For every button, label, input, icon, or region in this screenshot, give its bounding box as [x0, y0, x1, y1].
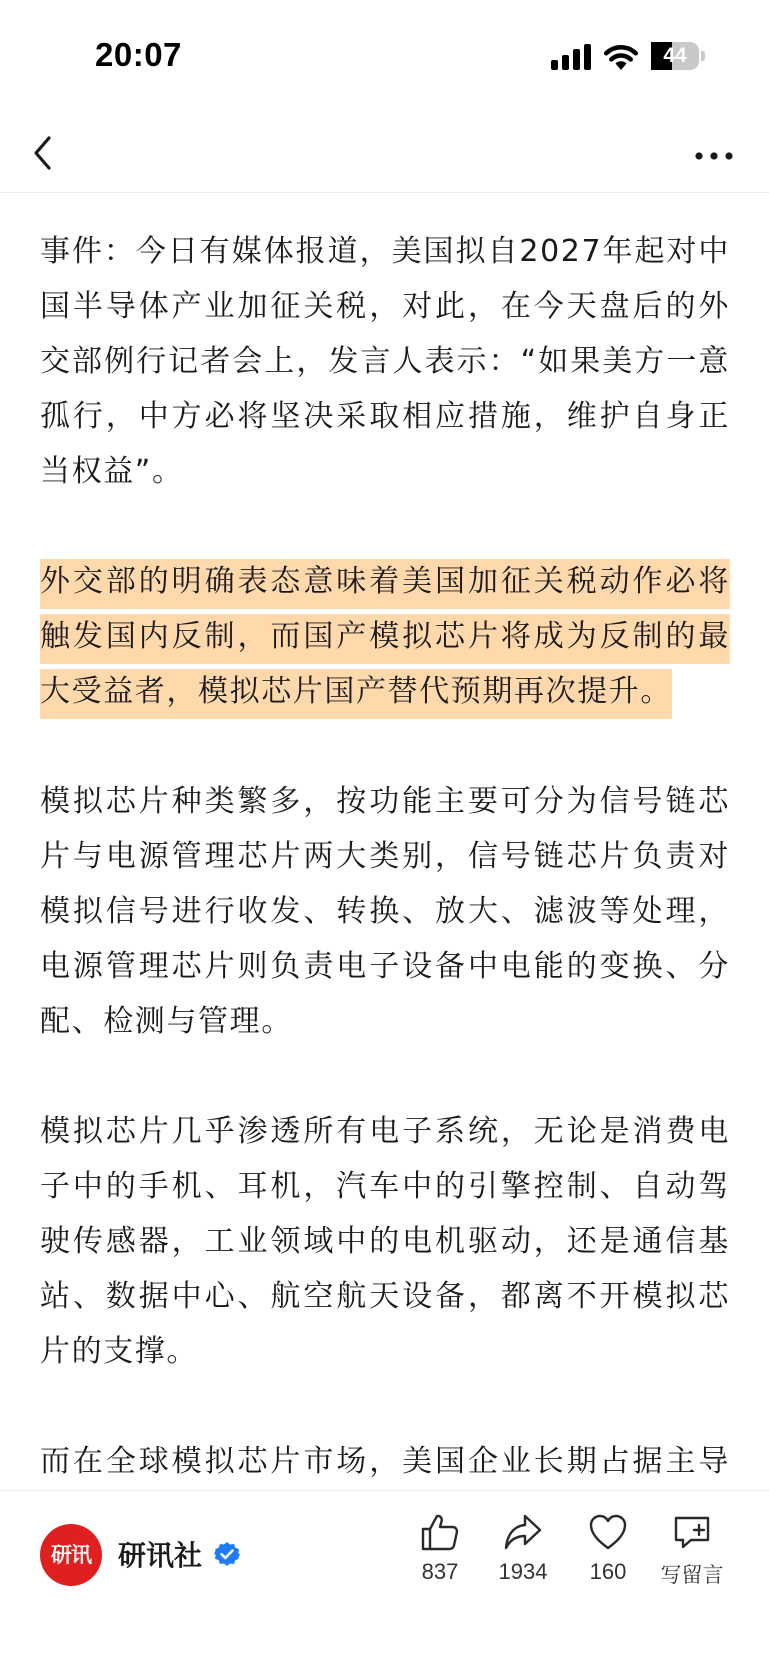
favorite-count: 160: [589, 1559, 627, 1584]
nav-bar: [0, 110, 769, 193]
underlined-quote-text: 事件：今日有媒体报道，美国拟自2027年起对中国半导体产业加征关税，对此，在今天盘后的外交部例行记者会上，发言人表示：“如果美方一意孤行，中方必将坚决采取相应措施，维护自身正当权益”。: [40, 234, 730, 489]
share-button[interactable]: [478, 1513, 568, 1585]
ellipsis-icon: [690, 128, 740, 174]
share-count: 1934: [498, 1559, 548, 1584]
wifi-icon: [603, 43, 639, 70]
back-button[interactable]: [24, 126, 74, 176]
avatar-logo-text: 研讯: [51, 1542, 91, 1567]
like-button[interactable]: [395, 1513, 485, 1585]
bottom-action-bar: [0, 1490, 769, 1666]
thumbs-up-icon: [420, 1513, 460, 1551]
favorite-button[interactable]: [563, 1513, 653, 1585]
status-time: 20:07: [95, 36, 182, 73]
highlighted-text: 外交部的明确表态意味着美国加征关税动作必将触发国内反制，而国产模拟芯片将成为反制的最大受益者，模拟芯片国产替代预期再次提升。: [40, 559, 730, 719]
more-button[interactable]: [690, 128, 740, 174]
battery-level: 44: [663, 44, 687, 67]
article-paragraph-event[interactable]: [40, 224, 730, 499]
article-paragraph: 模拟芯片几乎渗透所有电子系统，无论是消费电子中的手机、耳机，汽车中的引擎控制、自动驾驶传感器，工业领域中的电机驱动，还是通信基站、数据中心、航空航天设备，都离不开模拟芯片的支撑。: [40, 1114, 730, 1369]
write-comment-label: 写留言: [660, 1563, 724, 1587]
article-body: [40, 224, 730, 1490]
battery-body: [651, 42, 699, 70]
share-arrow-icon: [503, 1513, 543, 1551]
heart-icon: [588, 1513, 628, 1551]
chevron-left-icon: [24, 126, 74, 176]
article-paragraph-highlight[interactable]: [40, 554, 730, 719]
cellular-signal-icon: [551, 44, 591, 70]
battery-icon: [651, 42, 705, 70]
article-paragraph: 而在全球模拟芯片市场，美国企业长期占据主导: [40, 1444, 730, 1479]
battery-tip: [701, 51, 705, 61]
write-comment-button[interactable]: [647, 1513, 737, 1589]
comment-add-icon: [672, 1513, 712, 1551]
article-paragraph: 模拟芯片种类繁多，按功能主要可分为信号链芯片与电源管理芯片两大类别，信号链芯片负责对模拟信号进行收发、转换、放大、滤波等处理，电源管理芯片则负责电子设备中电能的变换、分配、检测与管理。: [40, 784, 730, 1039]
status-bar: [0, 0, 769, 110]
author-avatar[interactable]: [40, 1524, 102, 1586]
like-count: 837: [421, 1559, 459, 1584]
verified-badge-icon: [214, 1541, 240, 1567]
author-name[interactable]: 研讯社: [118, 1539, 203, 1572]
